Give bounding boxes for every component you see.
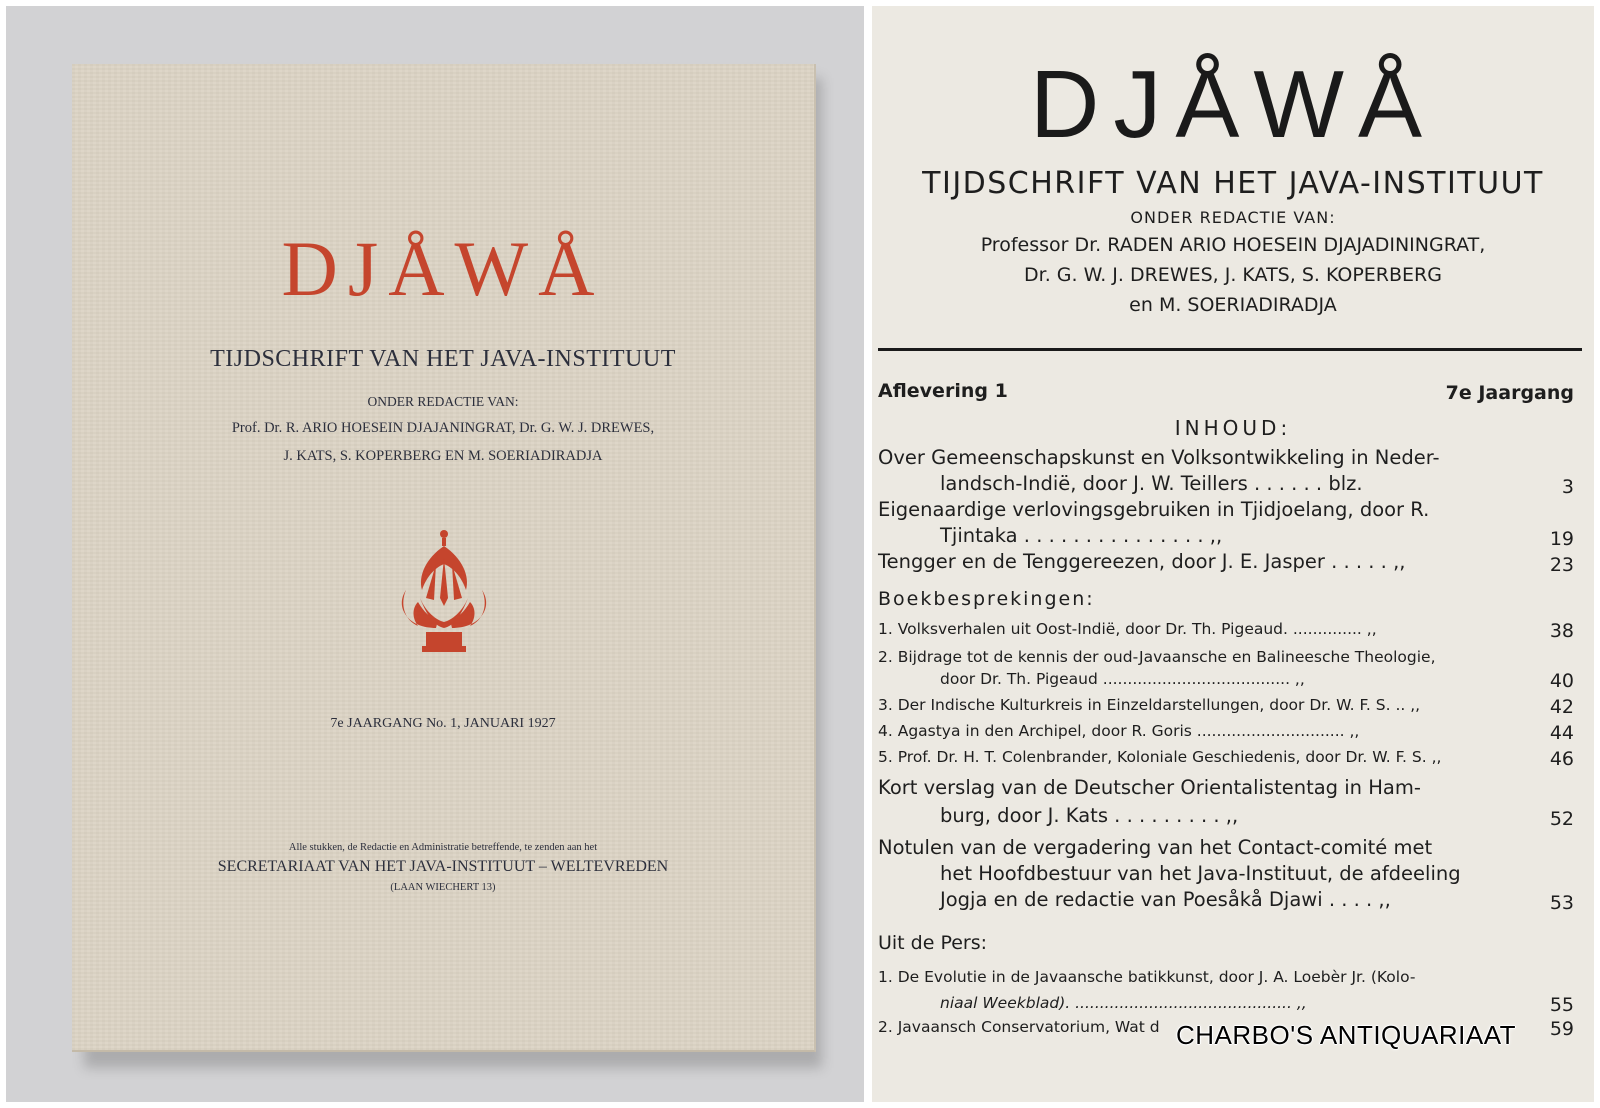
cover-photo [6, 6, 864, 1102]
volume-number: 7e Jaargang [1445, 382, 1574, 404]
contents-title: DJÅWÅ [1030, 51, 1436, 158]
contents-photo [872, 6, 1594, 1102]
review-1-page: 38 [1549, 620, 1574, 642]
press-2-line-1: 2. Javaansch Conservatorium, Wat d [878, 1018, 1160, 1036]
contents-editors-label: ONDER REDACTIE VAN: [1130, 208, 1336, 227]
cover-address: SECRETARIAAT VAN HET JAVA-INSTITUUT – WELTEVREDEN [217, 858, 669, 875]
press-1-line-2: niaal Weekblad). ............................................ ,, [940, 994, 1307, 1012]
cover-editors-line-2: J. KATS, S. KOPERBERG EN M. SOERIADIRADJA [283, 448, 603, 464]
review-2-line-1: 2. Bijdrage tot de kennis der oud-Javaansche en Balineesche Theologie, [878, 648, 1436, 666]
watermark: CHARBO'S ANTIQUARIAAT [1176, 1020, 1517, 1050]
press-1-page: 55 [1549, 994, 1574, 1016]
cover-title: DJÅWÅ [281, 225, 605, 312]
article-1-page: 3 [1561, 476, 1574, 498]
review-4-line-1: 4. Agastya in den Archipel, door R. Goris .............................. ,, [878, 722, 1360, 740]
review-5-page: 46 [1549, 748, 1574, 770]
reviews-heading: Boekbesprekingen: [878, 588, 1095, 610]
press-heading: Uit de Pers: [878, 932, 988, 954]
review-2-line-2: door Dr. Th. Pigeaud ...................................... ,, [940, 670, 1305, 688]
cover-notice: Alle stukken, de Redactie en Administratie betreffende, te zenden aan het [288, 842, 598, 853]
article-2-page: 19 [1549, 528, 1574, 550]
contents-editors-line-3: en M. SOERIADIRADJA [1129, 294, 1337, 316]
issue-number: Aflevering 1 [878, 380, 1008, 402]
contents-subtitle: TIJDSCHRIFT VAN HET JAVA-INSTITUUT [922, 166, 1544, 201]
contents-editors-line-1: Professor Dr. RADEN ARIO HOESEIN DJAJADININGRAT, [980, 234, 1486, 256]
article-3-line-1: Tengger en de Tenggereezen, door J. E. Jasper . . . . . ,, [878, 550, 1406, 573]
review-4-page: 44 [1549, 722, 1574, 744]
cover-subtitle: TIJDSCHRIFT VAN HET JAVA-INSTITUUT [210, 346, 676, 372]
cover-editors-line-1: Prof. Dr. R. ARIO HOESEIN DJAJANINGRAT, Dr. G. W. J. DREWES, [231, 420, 655, 436]
article-1-line-2: landsch-Indië, door J. W. Teillers . . . . . . blz. [940, 472, 1363, 495]
divider-rule [878, 348, 1582, 351]
article-2-line-1: Eigenaardige verlovingsgebruiken in Tjidjoelang, door R. [878, 498, 1430, 521]
article-5-page: 53 [1549, 892, 1574, 914]
article-4-line-2: burg, door J. Kats . . . . . . . . . ,, [940, 804, 1239, 827]
article-1-line-1: Over Gemeenschapskunst en Volksontwikkeling in Neder- [878, 446, 1440, 469]
article-5-line-3: Jogja en de redactie van Poesåkå Djawi . . . . ,, [940, 888, 1391, 911]
contents-heading: INHOUD: [1174, 416, 1292, 440]
article-4-page: 52 [1549, 808, 1574, 830]
emblem-icon [396, 528, 492, 654]
article-5-line-1: Notulen van de vergadering van het Contact-comité met [878, 836, 1433, 859]
review-2-page: 40 [1549, 670, 1574, 692]
article-5-line-2: het Hoofdbestuur van het Java-Instituut, de afdeeling [940, 862, 1461, 885]
press-1-line-1: 1. De Evolutie in de Javaansche batikkunst, door J. A. Loebèr Jr. (Kolo- [878, 968, 1416, 986]
cover-issue: 7e JAARGANG No. 1, JANUARI 1927 [330, 716, 556, 731]
contents-editors-line-2: Dr. G. W. J. DREWES, J. KATS, S. KOPERBERG [1024, 264, 1442, 286]
article-2-line-2: Tjintaka . . . . . . . . . . . . . . . ,, [940, 524, 1223, 547]
article-3-page: 23 [1549, 554, 1574, 576]
cover-street: (LAAN WIECHERT 13) [390, 882, 496, 893]
review-5-line-1: 5. Prof. Dr. H. T. Colenbrander, Koloniale Geschiedenis, door Dr. W. F. S. ,, [878, 748, 1442, 766]
review-1-line-1: 1. Volksverhalen uit Oost-Indië, door Dr. Th. Pigeaud. .............. ,, [878, 620, 1377, 638]
press-2-page: 59 [1549, 1018, 1574, 1040]
review-3-page: 42 [1549, 696, 1574, 718]
review-3-line-1: 3. Der Indische Kulturkreis in Einzeldarstellungen, door Dr. W. F. S. .. ,, [878, 696, 1421, 714]
cover-editors-label: ONDER REDACTIE VAN: [367, 394, 519, 409]
magazine-cover [72, 64, 816, 1052]
article-4-line-1: Kort verslag van de Deutscher Orientalistentag in Ham- [878, 776, 1421, 799]
